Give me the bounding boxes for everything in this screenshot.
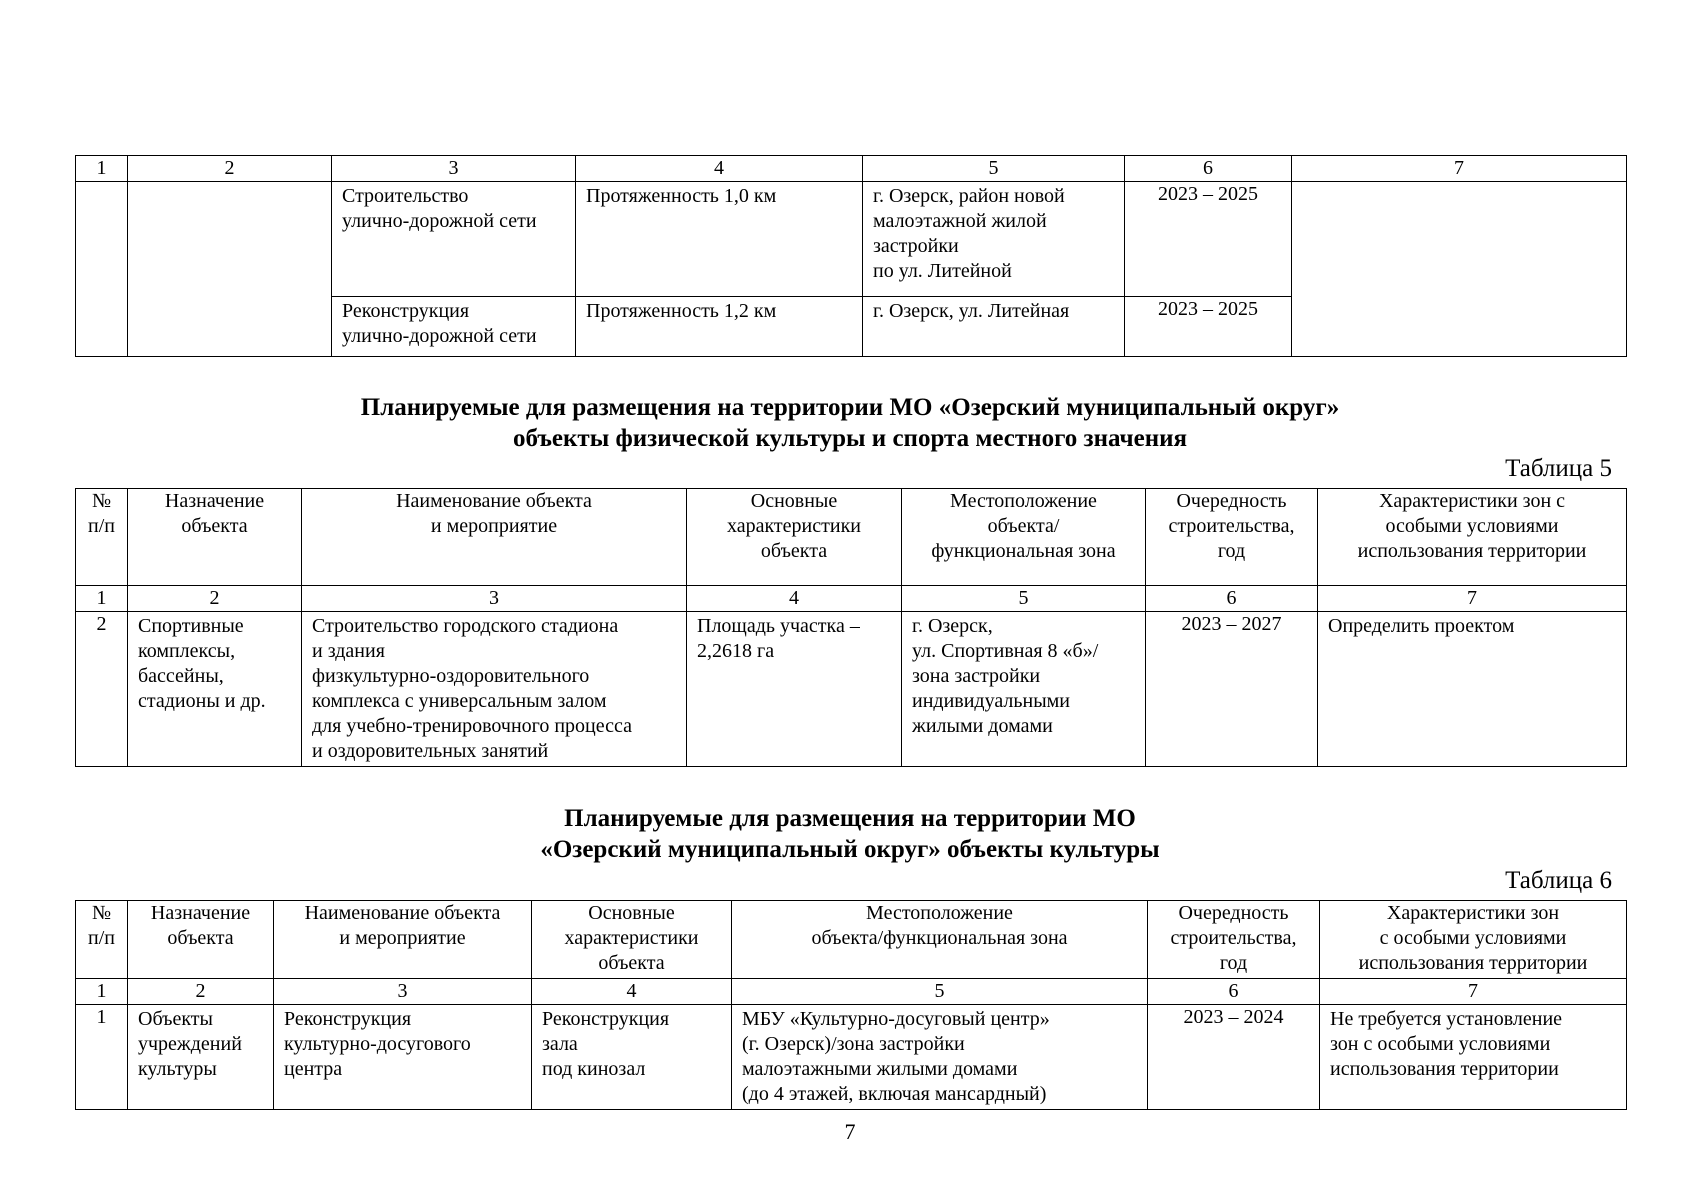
location-cell: г. Озерск, ул. Литейная [863,297,1125,357]
period-cell: 2023 – 2024 [1148,1005,1320,1110]
column-header: Назначение объекта [128,901,274,979]
row-number-cell: 2 [76,612,128,767]
column-number: 2 [128,979,274,1005]
empty-cell [76,182,128,357]
page-number: 7 [844,1119,856,1144]
column-header: № п/п [76,901,128,979]
location-cell: г. Озерск, район новой малоэтажной жилой застройки по ул. Литейной [863,182,1125,297]
column-number-row [76,979,1627,1005]
period-cell: 2023 – 2025 [1125,297,1292,357]
empty-cell [128,182,332,357]
characteristics-cell: Протяженность 1,0 км [576,182,863,297]
table-label: Таблица 6 [1505,867,1612,894]
column-header: Местоположение объекта/ функциональная зона [902,489,1146,586]
column-number: 2 [128,586,302,612]
column-number: 4 [687,586,902,612]
characteristics-cell: Реконструкция зала под кинозал [532,1005,732,1110]
row-number-cell: 1 [76,1005,128,1110]
column-header: Наименование объекта и мероприятие [302,489,687,586]
column-number: 7 [1318,586,1627,612]
column-number: 3 [332,156,576,182]
section-heading [75,392,1625,454]
column-number: 1 [76,979,128,1005]
column-number-row [76,156,1627,182]
heading-line: «Озерский муниципальный округ» объекты культуры [540,836,1160,863]
zones-cell: Не требуется установление зон с особыми условиями использования территории [1320,1005,1627,1110]
table-row [76,612,1627,767]
column-number: 7 [1292,156,1627,182]
column-header: Местоположение объекта/функциональная зона [732,901,1148,979]
column-number: 7 [1320,979,1627,1005]
column-header: Очередность строительства, год [1148,901,1320,979]
heading-line: Планируемые для размещения на территории МО «Озерский муниципальный округ» [360,394,1340,421]
sports-objects-table [75,488,1627,767]
table-row [76,1005,1627,1110]
location-cell: г. Озерск, ул. Спортивная 8 «б»/ зона застройки индивидуальными жилыми домами [902,612,1146,767]
column-header: Основные характеристики объекта [687,489,902,586]
column-number: 5 [732,979,1148,1005]
object-name-cell: Строительство городского стадиона и здания физкультурно-оздоровительного комплекса с универсальным залом для учебно-тренировочного процесса и оздоровительных занятий [302,612,687,767]
column-header: Характеристики зон с особыми условиями использования территории [1318,489,1627,586]
column-number: 6 [1146,586,1318,612]
column-header: Характеристики зон с особыми условиями использования территории [1320,901,1627,979]
culture-objects-table [75,900,1627,1110]
column-number: 3 [302,586,687,612]
table-label: Таблица 5 [1505,455,1612,482]
purpose-cell: Спортивные комплексы, бассейны, стадионы и др. [128,612,302,767]
column-number: 5 [902,586,1146,612]
empty-cell [1292,182,1627,357]
column-number: 1 [76,156,128,182]
column-number: 1 [76,586,128,612]
section-heading [75,803,1625,865]
header-row [76,489,1627,586]
column-number: 2 [128,156,332,182]
column-number: 4 [532,979,732,1005]
zones-cell: Определить проектом [1318,612,1627,767]
continuation-table [75,155,1627,357]
column-number: 4 [576,156,863,182]
column-header: Наименование объекта и мероприятие [274,901,532,979]
header-row [76,901,1627,979]
table-row [76,182,1627,297]
object-name-cell: Реконструкция культурно-досугового центра [274,1005,532,1110]
location-cell: МБУ «Культурно-досуговый центр» (г. Озерск)/зона застройки малоэтажными жилыми домами (до 4 этажей, включая мансардный) [732,1005,1148,1110]
column-number: 5 [863,156,1125,182]
period-cell: 2023 – 2027 [1146,612,1318,767]
column-header: Основные характеристики объекта [532,901,732,979]
column-number-row [76,586,1627,612]
column-number: 6 [1148,979,1320,1005]
column-header: Очередность строительства, год [1146,489,1318,586]
column-number: 3 [274,979,532,1005]
column-header: № п/п [76,489,128,586]
purpose-cell: Объекты учреждений культуры [128,1005,274,1110]
column-header: Назначение объекта [128,489,302,586]
heading-line: объекты физической культуры и спорта местного значения [512,425,1188,452]
characteristics-cell: Протяженность 1,2 км [576,297,863,357]
period-cell: 2023 – 2025 [1125,182,1292,297]
object-name-cell: Реконструкция улично-дорожной сети [332,297,576,357]
object-name-cell: Строительство улично-дорожной сети [332,182,576,297]
column-number: 6 [1125,156,1292,182]
heading-line: Планируемые для размещения на территории МО [564,805,1136,832]
characteristics-cell: Площадь участка – 2,2618 га [687,612,902,767]
